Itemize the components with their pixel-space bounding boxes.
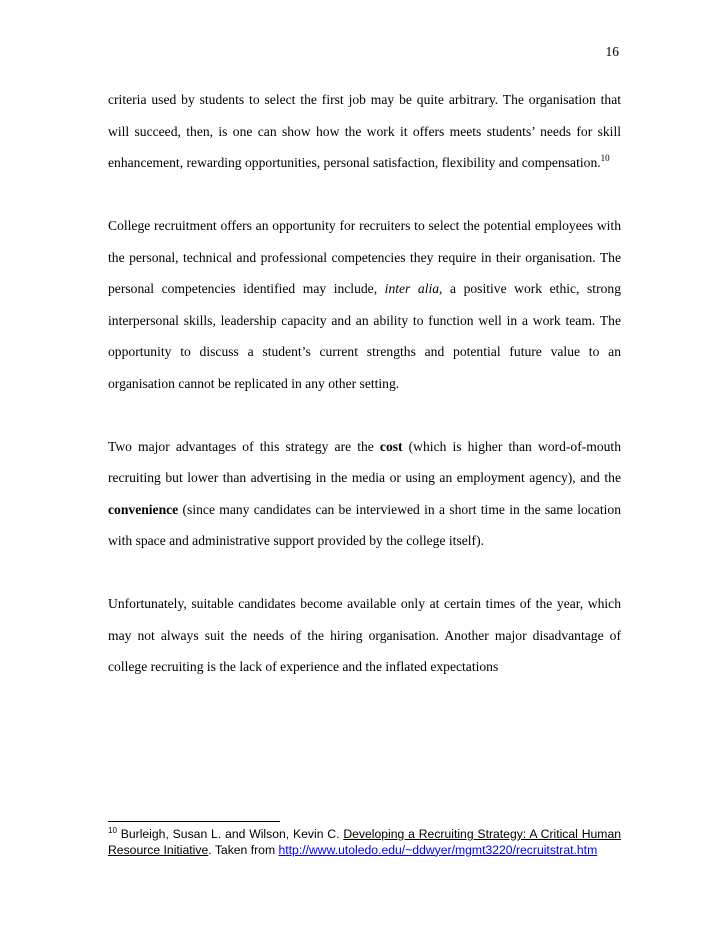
- paragraph-2-text-a: College recruitment offers an opportunity for recruiters to select the potential employees with the personal, technical and professional competencies they require in their organisation. The personal competencies identified may include,: [108, 218, 621, 296]
- paragraph-2-text-b: , a positive work ethic, strong interpersonal skills, leadership capacity and an ability to function well in a work team. The opportunity to discuss a student’s current strengths and potential future value to an organisation cannot be replicated in any other setting.: [108, 281, 621, 391]
- paragraph-1-text: criteria used by students to select the first job may be quite arbitrary. The organisation that will succeed, then, is one can show how the work it offers meets students’ needs for skill enhancement, rewarding opportunities, personal satisfaction, flexibility and compensation.: [108, 92, 621, 170]
- paragraph-2: [108, 210, 621, 399]
- footnote-reference[interactable]: 10: [600, 153, 610, 163]
- paragraph-4: [108, 588, 621, 683]
- body-text: [108, 84, 621, 683]
- paragraph-3: [108, 431, 621, 557]
- footnote-number: 10: [108, 826, 117, 835]
- footnote-separator: [108, 821, 280, 822]
- footnote-url-link[interactable]: http://www.utoledo.edu/~ddwyer/mgmt3220/recruitstrat.htm: [278, 842, 598, 857]
- paragraph-3-text-a: Two major advantages of this strategy are the: [108, 438, 380, 454]
- footnote-source-label: . Taken from: [208, 842, 279, 857]
- paragraph-3-text-c: (since many candidates can be interviewed in a short time in the same location with space and administrative support provided by the college itself).: [108, 501, 621, 548]
- footnote-title: Developing a Recruiting Strategy: A Critical Human Resource Initiative: [108, 827, 622, 857]
- latin-phrase: inter alia: [384, 281, 440, 296]
- footnote: [108, 827, 621, 858]
- paragraph-1: [108, 84, 621, 179]
- paragraph-3-text-b: (which is higher than word-of-mouth recruiting but lower than advertising in the media or using an employment agency), and the: [108, 438, 621, 485]
- page-number: 16: [605, 44, 619, 59]
- keyword-cost: cost: [379, 438, 403, 454]
- paragraph-4-text: Unfortunately, suitable candidates become available only at certain times of the year, which may not always suit the needs of the hiring organisation. Another major disadvantage of college recruiting is the lack of experience and the inflated expectations: [108, 596, 621, 674]
- footnote-authors: Burleigh, Susan L. and Wilson, Kevin C.: [116, 827, 344, 841]
- keyword-convenience: convenience: [108, 501, 179, 517]
